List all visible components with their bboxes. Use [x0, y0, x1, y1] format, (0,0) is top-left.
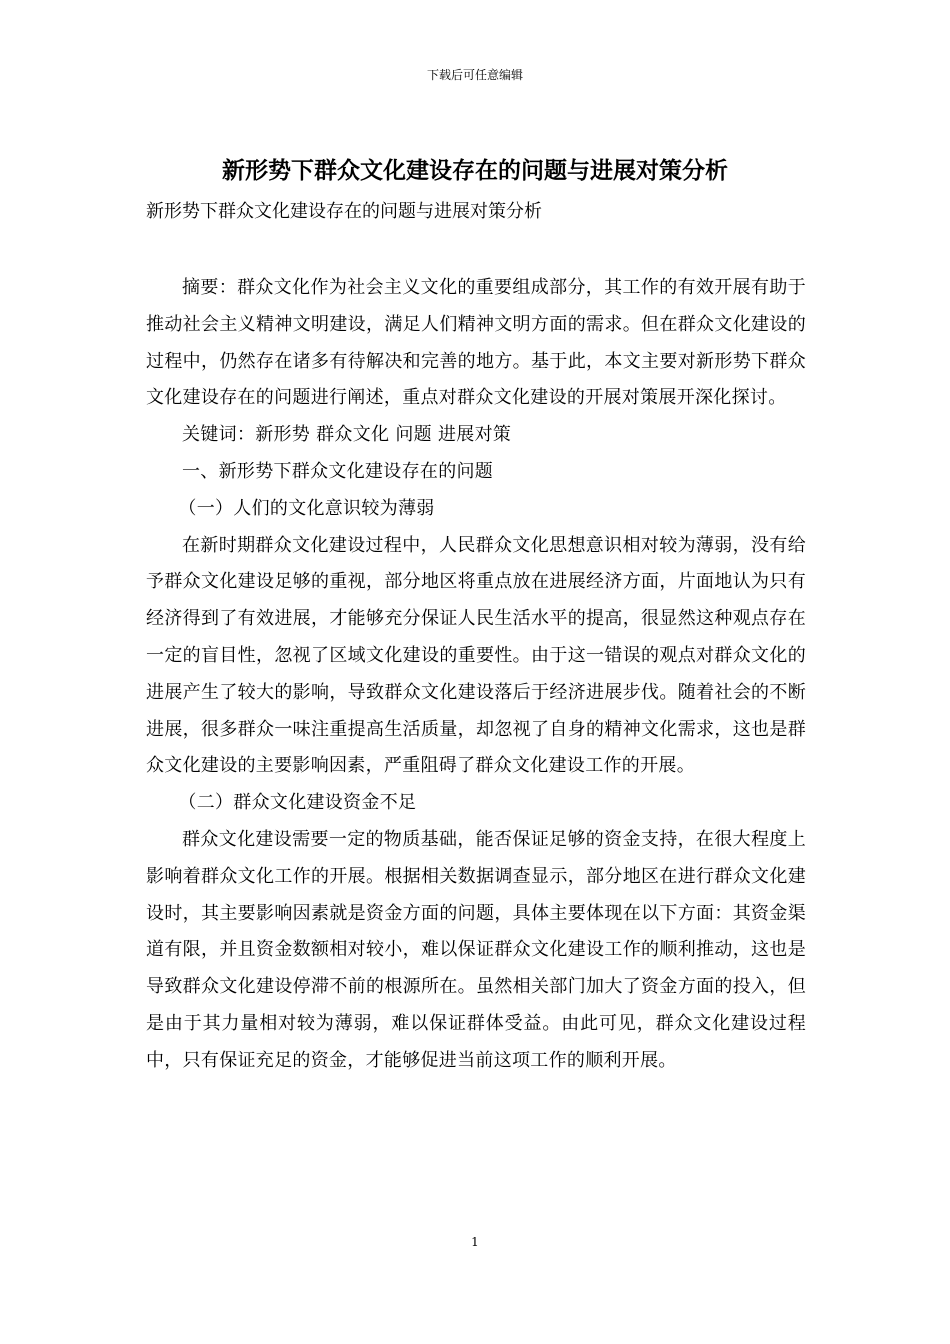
keywords-line: 关键词：新形势 群众文化 问题 进展对策: [182, 424, 512, 446]
section-heading: 一、新形势下群众文化建设存在的问题: [182, 460, 494, 482]
document-subtitle: 新形势下群众文化建设存在的问题与进展对策分析: [146, 201, 542, 222]
subsection-heading: （一）人们的文化意识较为薄弱: [178, 497, 435, 519]
body-paragraph: 群众文化建设需要一定的物质基础，能否保证足够的资金支持，在很大程度上影响着群众文化工作的开展。根据相关数据调查显示，部分地区在进行群众文化建设时，其主要影响因素就是资金方面的问题，具体主要体现在以下方面：其资金渠道有限，并且资金数额相对较小，难以保证群众文化建设工作的顺利推动，这也是导致群众文化建设停滞不前的根源所在。虽然相关部门加大了资金方面的投入，但是由于其力量相对较为薄弱，难以保证群体受益。由此可见，群众文化建设过程中，只有保证充足的资金，才能够促进当前这项工作的顺利开展。: [146, 828, 806, 1071]
document-title: 新形势下群众文化建设存在的问题与进展对策分析: [222, 157, 728, 184]
page-header-note: 下载后可任意编辑: [426, 68, 523, 82]
page-number: 1: [471, 1235, 479, 1249]
document-body: [146, 270, 806, 1080]
subsection-heading: （二）群众文化建设资金不足: [178, 792, 417, 814]
body-paragraph: 在新时期群众文化建设过程中，人民群众文化思想意识相对较为薄弱，没有给予群众文化建设足够的重视，部分地区将重点放在进展经济方面，片面地认为只有经济得到了有效进展，才能够充分保证人民生活水平的提高，很显然这种观点存在一定的盲目性，忽视了区域文化建设的重要性。由于这一错误的观点对群众文化的进展产生了较大的影响，导致群众文化建设落后于经济进展步伐。随着社会的不断进展，很多群众一味注重提高生活质量，却忽视了自身的精神文化需求，这也是群众文化建设的主要影响因素，严重阻碍了群众文化建设工作的开展。: [146, 534, 806, 777]
abstract-paragraph: 摘要：群众文化作为社会主义文化的重要组成部分，其工作的有效开展有助于推动社会主义精神文明建设，满足人们精神文明方面的需求。但在群众文化建设的过程中，仍然存在诸多有待解决和完善的地方。基于此，本文主要对新形势下群众文化建设存在的问题进行阐述，重点对群众文化建设的开展对策展开深化探讨。: [146, 277, 806, 409]
